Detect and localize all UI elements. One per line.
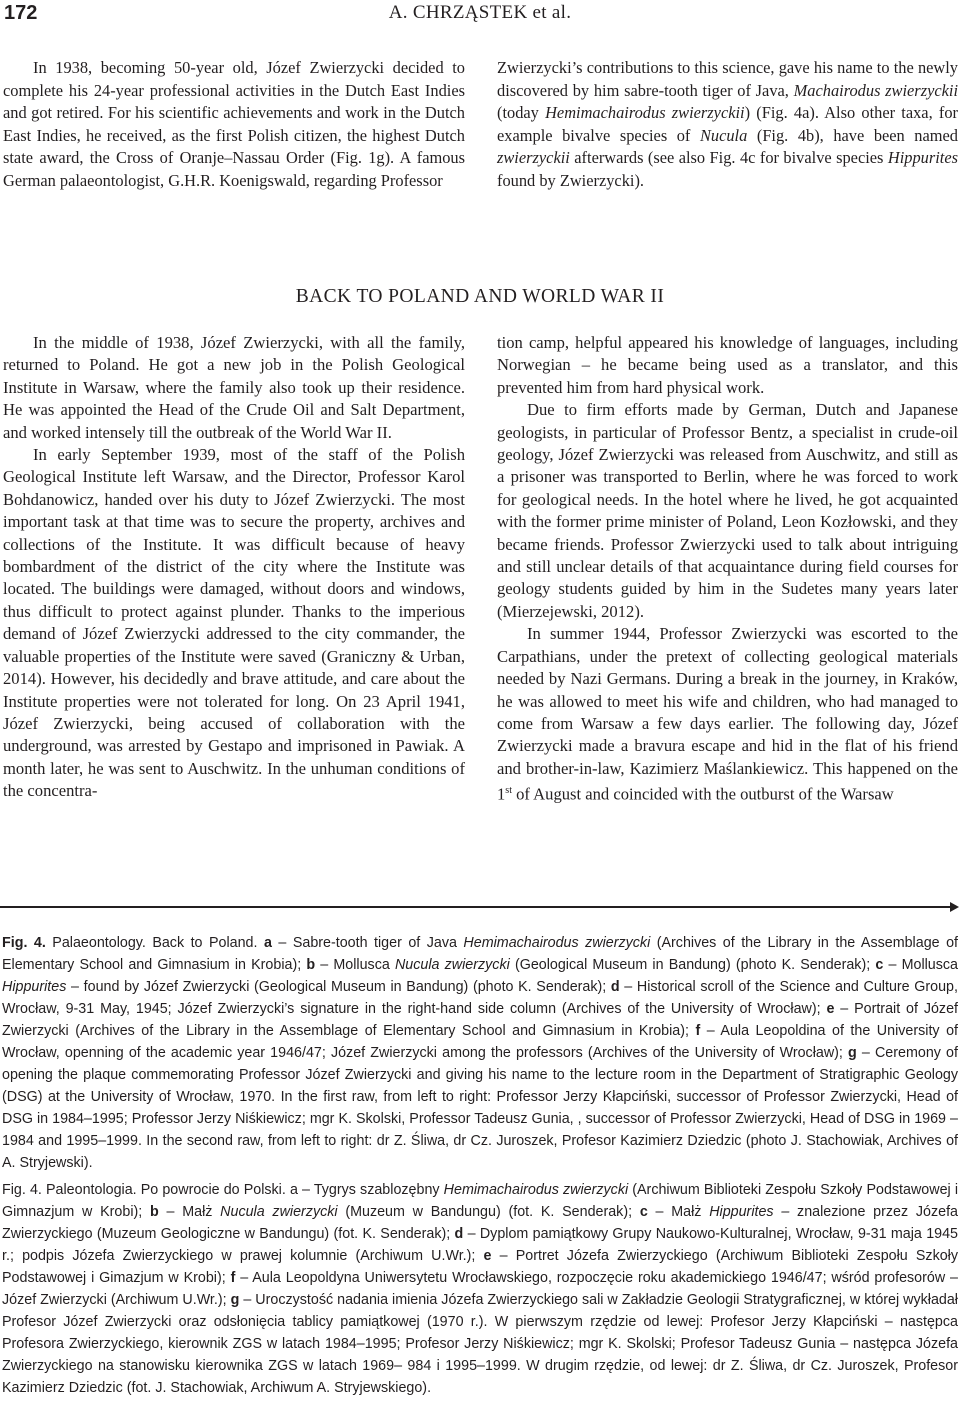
taxon-name: Hippurites – bbox=[709, 1204, 790, 1220]
caption-text: (Archives of the Library in the Assemblage of Elementary School and Gimnasium in Krobia); bbox=[2, 935, 958, 973]
panel-key: b bbox=[150, 1204, 159, 1220]
panel-key: c bbox=[639, 1204, 648, 1220]
top-right-column bbox=[497, 57, 958, 192]
paragraph: tion camp, helpful appeared his knowledge of languages, including Norwegian – he became being used as a translator, and this prevented him from hard physical work. bbox=[497, 333, 958, 397]
panel-key: e bbox=[826, 1001, 835, 1017]
panel-key: c bbox=[875, 957, 884, 973]
paragraph bbox=[497, 57, 958, 192]
caption-text: (Muzeum w Bandungu) (fot. K. Senderak); bbox=[337, 1204, 640, 1220]
text-run: Zwierzycki’s contributions to this science, gave his name to the newly discovered by him sabre-tooth tiger of Java, bbox=[497, 58, 958, 100]
caption-text: znalezione przez Józefa Zwierzyckiego (Muzeum Geologiczne w Bandungu) (fot. K. Senderak); bbox=[2, 1204, 958, 1242]
paragraph bbox=[497, 623, 958, 806]
arrow-right-icon bbox=[950, 902, 959, 912]
taxon-name: Nucula bbox=[699, 125, 748, 145]
middle-left-column bbox=[3, 332, 465, 803]
ordinal-suffix: st bbox=[505, 785, 512, 797]
caption-text: – Uroczystość nadania imienia Józefa Zwierzyckiego sali w Zakładzie Geologii Stratygraficznej, w której wykładał Profesor Józef Zwierzycki oraz odsłonięcia tablicy pamiątkowej (1970 r.). W pierwszym rzędzie od lewej: Profesor Jerzy Kłapciński – następca Profesora Zwierzyckiego, kierownik ZGS w latach 1984–1995; Profesor Jerzy Niśkiewicz; mgr K. Skolski; Profesor Tadeusz Gunia – następca Józefa Zwierzyckiego na stanowisku kierownika ZGS w latach 1969– 984 i 1995–1999. W drugim rzędzie, od lewej: dr Z. Śliwa, dr Cz. Juroszek, Profesor Kazimierz Dziedzic (fot. J. Stachowiak, Archiwum A. Stryjewskiego). bbox=[2, 1292, 958, 1396]
panel-key: f bbox=[695, 1023, 701, 1039]
taxon-name: Hippurites bbox=[2, 979, 67, 995]
middle-right-column bbox=[497, 332, 958, 806]
paragraph: Due to firm efforts made by German, Dutch and Japanese geologists, in particular of Professor Bentz, a specialist in crude-oil geology, Józef Zwierzycki was released from Auschwitz, and still as a prisoner was transported to Berlin, where he was forced to work for geological needs. In the hotel where he lived, he got acquainted with the former prime minister of Poland, Leon Kozłowski, and they became friends. Professor Zwierzycki used to talk about intriguing and still unclear details of that acquaintance during field courses for geology students guided by him in the Sudetes many years later (Mierzejewski, 2012). bbox=[497, 400, 958, 621]
taxon-name: Nucula zwierzycki bbox=[220, 1204, 338, 1220]
caption-text: – Aula Leopoldyna Uniwersytetu Wrocławskiego, rozpoczęcie roku akademickiego 1946/47; wśród profesorów – Józef Zwierzycki (Archiwum U.Wr.); bbox=[2, 1270, 958, 1308]
caption-text: – Portrait of Józef Zwierzycki (Archives of the Library in the Assemblage of Elementary School and Gimnasium in Krobia); bbox=[2, 1001, 958, 1039]
caption-text: – Aula Leopoldina of the University of Wrocław, openning of the academic year 1946/47; Józef Zwierzycki among the professors (Archives of the University of Wrocław); bbox=[2, 1023, 958, 1061]
caption-text: – Sabre-tooth tiger of Java bbox=[271, 935, 464, 951]
panel-key: a bbox=[263, 935, 272, 951]
caption-text: – Dyplom pamiątkowy Grupy Naukowo-Kulturalnej, Wrocław, 9-31 maja 1945 r.; podpis Józefa Zwierzyckiego w prawej kolumnie (Archiwum U.Wr.); bbox=[2, 1226, 958, 1264]
taxon-name: Hemimachairodus zwierzycki bbox=[463, 935, 651, 951]
caption-label: Fig. 4. bbox=[2, 935, 46, 951]
page-number: 172 bbox=[4, 2, 38, 24]
caption-label: Fig. 4. bbox=[2, 1182, 42, 1198]
text-run: (Fig. 4b), have been named bbox=[747, 125, 958, 145]
panel-key: d bbox=[610, 979, 620, 995]
text-run: of August and coincided with the outburst of the Warsaw bbox=[511, 784, 894, 804]
figure-caption-polish bbox=[2, 1179, 958, 1399]
taxon-name: Machairodus zwierzyckii bbox=[793, 80, 959, 100]
text-run: (today bbox=[497, 103, 546, 122]
text-run: found by Zwierzycki). bbox=[497, 170, 645, 190]
panel-key: f bbox=[230, 1270, 236, 1286]
caption-text: – Historical scroll of the Science and Culture Group, Wrocław, 9-31 May, 1945; Józef Zwierzycki’s signature in the right-hand side column (Archives of the University of Wrocław); bbox=[2, 979, 958, 1017]
caption-text: Palaeontology. Back to Poland. bbox=[45, 935, 264, 951]
caption-text: Paleontologia. Po powrocie do Polski. a – Tygrys szablozębny bbox=[41, 1182, 444, 1198]
text-run: ) (Fig. 4a). Also other taxa, for example bivalve species of bbox=[497, 103, 958, 145]
panel-key: d bbox=[454, 1226, 464, 1242]
caption-text: – found by Józef Zwierzycki (Geological Museum in Bandung) (photo K. Senderak); bbox=[66, 979, 611, 995]
panel-key: g bbox=[230, 1292, 240, 1308]
paragraph: In early September 1939, most of the staff of the Polish Geological Institute left Warsaw, and the Director, Professor Karol Bohdanowicz, handed over his duty to Józef Zwierzycki. The most important task at that time was to secure the property, archives and collections of the Institute. It was difficult because of heavy bombardment of the district of the city where the Institute was located. The buildings were damaged, without doors and windows, thus difficult to protect against plunder. Thanks to the imperious demand of Józef Zwierzycki addressed to the city commander, the valuable properties of the Institute were saved (Graniczny & Urban, 2014). However, his decidedly and brave attitude, and care about the Institute properties were not tolerated for long. On 23 April 1941, Józef Zwierzycki, being accused of collaboration with the underground, was arrested by Gestapo and imprisoned in Pawiak. A month later, he was sent to Auschwitz. In the unhuman conditions of the concentra- bbox=[3, 445, 465, 801]
caption-text: – Mollusca bbox=[883, 957, 959, 973]
panel-key: g bbox=[848, 1045, 857, 1061]
caption-divider bbox=[0, 906, 952, 908]
running-head: A. CHRZĄSTEK et al. bbox=[388, 2, 572, 23]
text-run: afterwards (see also Fig. 4c for bivalve species bbox=[569, 148, 888, 167]
caption-text: – Małż bbox=[158, 1204, 221, 1220]
figure-caption-english bbox=[2, 932, 958, 1174]
caption-text: (Geological Museum in Bandung) (photo K. Senderak); bbox=[509, 957, 876, 973]
panel-key: e bbox=[483, 1248, 492, 1264]
panel-key: b bbox=[306, 957, 316, 973]
caption-text: (Archiwum Biblioteki Zespołu Szkoły Podstawowej i Gimnazjum w Krobi); bbox=[2, 1182, 958, 1220]
section-title: BACK TO POLAND AND WORLD WAR II bbox=[295, 286, 665, 307]
taxon-name: Hippurites bbox=[887, 148, 958, 167]
taxon-name: Hemimachairodus zwierzyckii bbox=[545, 103, 745, 122]
caption-text: – Portret Józefa Zwierzyckiego (Archiwum Biblioteki Zespołu Szkoły Podstawowej i Gimazjum w Krobi); bbox=[2, 1248, 958, 1286]
paragraph: In 1938, becoming 50-year old, Józef Zwierzycki decided to complete his 24-year professional activities in the Dutch East Indies and got retired. For his scientific achievements and work in the Dutch East Indies, he received, as the first Polish citizen, the highest Dutch state award, the Cross of Oranje–Nassau Order (Fig. 1g). A famous German palaeontologist, G.H.R. Koenigswald, regarding Professor bbox=[3, 58, 465, 190]
paragraph: In the middle of 1938, Józef Zwierzycki, with all the family, returned to Poland. He got a new job in the Polish Geological Institute in Warsaw, where the family also took up their residence. He was appointed the Head of the Crude Oil and Salt Department, and worked intensely till the outbreak of the World War II. bbox=[3, 333, 465, 442]
top-left-column bbox=[3, 57, 465, 192]
caption-text: – Małż bbox=[647, 1204, 710, 1220]
taxon-name: zwierzyckii bbox=[497, 148, 570, 167]
caption-text: – Ceremony of opening the plaque commemorating Professor Józef Zwierzycki and giving his name to the lecture room in the Department of Stratigraphic Geology (DSG) at the University of Wrocław, 1970. In the first raw, from left to right: Professor Jerzy Kłapciński, successor of Professor Zwierzycki, Head of DSG in 1984–1995; Professor Jerzy Niśkiewicz; mgr K. Skolski, Professor Tadeusz Gunia, , successor of Professor Zwierzycki, Head of DSG in 1969 –1984 and 1995–1999. In the second raw, from left to right: dr Z. Śliwa, dr Cz. Juroszek, Profesor Kazimierz Dziedzic (photo J. Stachowiak, Archives of A. Stryjewski). bbox=[2, 1045, 958, 1171]
taxon-name: Nucula zwierzycki bbox=[394, 957, 510, 973]
text-run: In summer 1944, Professor Zwierzycki was escorted to the Carpathians, under the pretext of collecting geological materials needed by Nazi Germans. During a break in the journey, in Kraków, he was allowed to meet his wife and children, who had managed to come from Warsaw a few days earlier. The following day, Józef Zwierzycki made a bravura escape and hid in the flat of his friend and brother-in-law, Kazimierz Maślankiewicz. This happened on the 1 bbox=[497, 624, 958, 804]
caption-text: – Mollusca bbox=[315, 957, 395, 973]
taxon-name: Hemimachairodus zwierzycki bbox=[443, 1182, 629, 1198]
